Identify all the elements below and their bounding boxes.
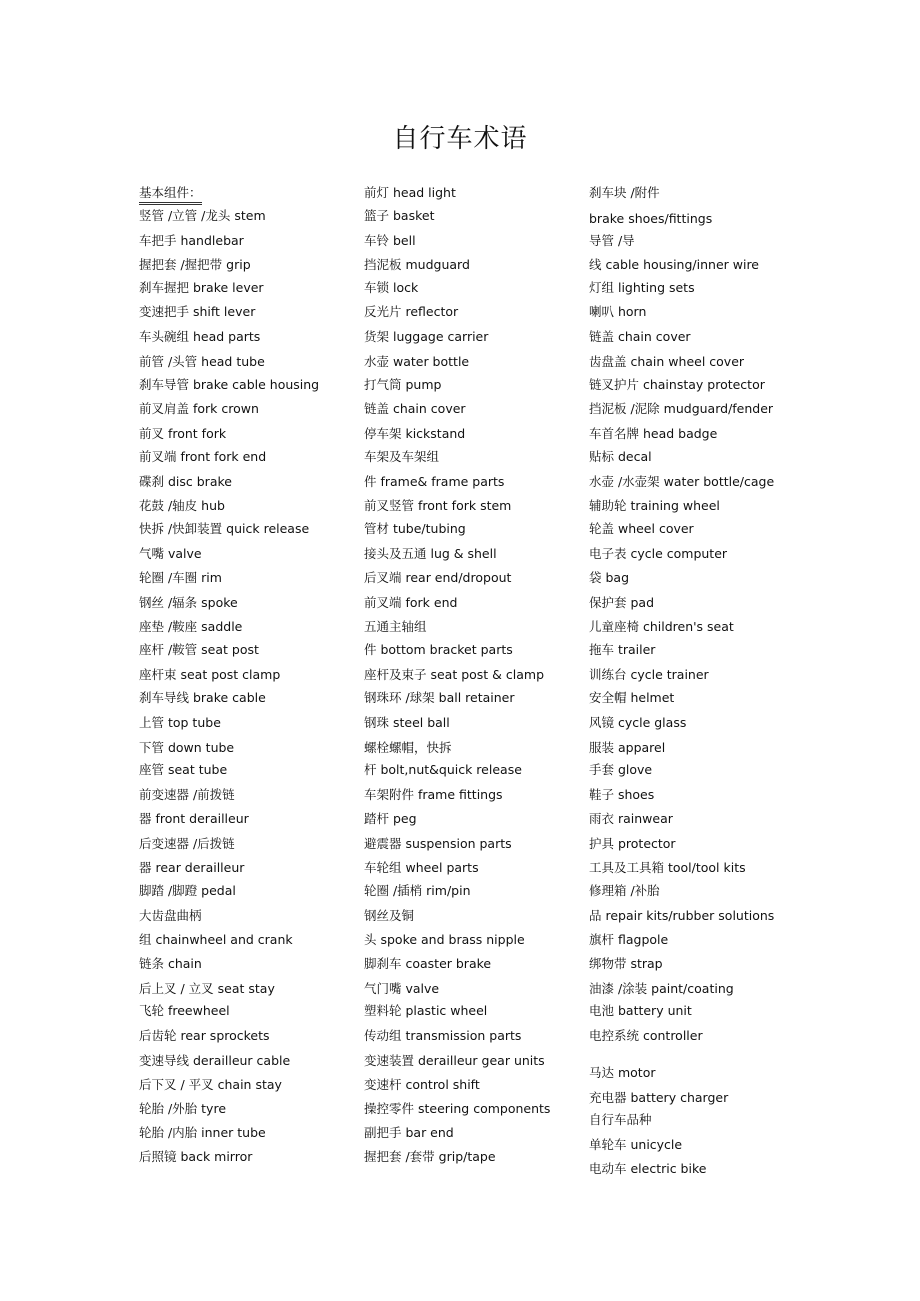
term-line: 刹车导管 brake cable housing	[139, 377, 320, 392]
term-line: 钢丝及铜	[364, 908, 415, 923]
term-line: 前叉竖管 front fork stem	[364, 498, 512, 513]
term-line: 组 chainwheel and crank	[139, 932, 293, 947]
term-line: 线 cable housing/inner wire	[589, 257, 759, 272]
term-line: 脚踏 /脚蹬 pedal	[139, 883, 236, 898]
term-line: 绑物带 strap	[589, 956, 663, 971]
term-line: 贴标 decal	[589, 449, 652, 464]
term-line: 车架及车架组	[364, 449, 440, 464]
term-line: 花鼓 /轴皮 hub	[139, 498, 225, 513]
term-line: 货架 luggage carrier	[364, 329, 489, 344]
term-line: 马达 motor	[589, 1065, 656, 1080]
term-line: 链盖 chain cover	[589, 329, 691, 344]
term-line: 钢珠环 /球架 ball retainer	[364, 690, 515, 705]
term-line: 后叉端 rear end/dropout	[364, 570, 512, 585]
term-line: 座杆 /鞍管 seat post	[139, 642, 259, 657]
term-line: 前灯 head light	[364, 185, 456, 200]
term-line: 篮子 basket	[364, 208, 435, 223]
term-line: 螺栓螺帽，快拆	[364, 740, 452, 755]
term-line: 齿盘盖 chain wheel cover	[589, 354, 745, 369]
term-line: 喇叭 horn	[589, 304, 647, 319]
term-line: 踏杆 peg	[364, 811, 417, 826]
term-line: 保护套 pad	[589, 595, 655, 610]
term-line: 拖车 trailer	[589, 642, 656, 657]
term-line: 电动车 electric bike	[589, 1161, 707, 1176]
term-line: 竖管 /立管 /龙头 stem	[139, 208, 266, 223]
term-line: 导管 /导	[589, 233, 635, 248]
term-line: 刹车导线 brake cable	[139, 690, 266, 705]
term-line: 座杆束 seat post clamp	[139, 667, 281, 682]
term-line: 链盖 chain cover	[364, 401, 466, 416]
term-line: 旗杆 flagpole	[589, 932, 669, 947]
term-line: 鞋子 shoes	[589, 787, 655, 802]
term-line: 轮胎 /外胎 tyre	[139, 1101, 227, 1116]
term-line: 反光片 reflector	[364, 304, 459, 319]
term-line: 轮圈 /插梢 rim/pin	[364, 883, 471, 898]
term-line: 安全帽 helmet	[589, 690, 675, 705]
term-line: 训练台 cycle trainer	[589, 667, 709, 682]
term-line: 修理箱 /补胎	[589, 883, 660, 898]
term-line: 刹车块 /附件	[589, 185, 660, 200]
term-line: 座垫 /鞍座 saddle	[139, 619, 243, 634]
term-line: 链叉护片 chainstay protector	[589, 377, 765, 392]
term-line: 充电器 battery charger	[589, 1090, 729, 1105]
term-line: 接头及五通 lug & shell	[364, 546, 497, 561]
term-line: 变速把手 shift lever	[139, 304, 256, 319]
term-line: 钢珠 steel ball	[364, 715, 450, 730]
term-line: 袋 bag	[589, 570, 630, 585]
term-line: 前叉肩盖 fork crown	[139, 401, 259, 416]
term-line: 挡泥板 /泥除 mudguard/fender	[589, 401, 774, 416]
term-line: 后齿轮 rear sprockets	[139, 1028, 270, 1043]
term-line: 雨衣 rainwear	[589, 811, 673, 826]
term-line: 后变速器 /后拨链	[139, 836, 235, 851]
term-line: 杆 bolt,nut&quick release	[364, 762, 522, 777]
term-line: 后照镜 back mirror	[139, 1149, 253, 1164]
term-line: 件 frame& frame parts	[364, 474, 505, 489]
term-line: 握把套 /握把带 grip	[139, 257, 251, 272]
term-line: 刹车握把 brake lever	[139, 280, 264, 295]
term-line: 后下叉 / 平叉 chain stay	[139, 1077, 282, 1092]
term-line: 停车架 kickstand	[364, 426, 466, 441]
term-line: 自行车品种	[589, 1112, 652, 1127]
term-line: 碟刹 disc brake	[139, 474, 232, 489]
page-title: 自行车术语	[392, 124, 528, 154]
term-line: 副把手 bar end	[364, 1125, 454, 1140]
term-line: 车轮组 wheel parts	[364, 860, 479, 875]
term-line: 灯组 lighting sets	[589, 280, 695, 295]
term-line: 五通主轴组	[364, 619, 427, 634]
term-line: 水壶 /水壶架 water bottle/cage	[589, 474, 775, 489]
term-line: 前变速器 /前拨链	[139, 787, 235, 802]
term-line: 座管 seat tube	[139, 762, 228, 777]
term-line: 脚刹车 coaster brake	[364, 956, 492, 971]
term-line: 服装 apparel	[589, 740, 666, 755]
term-line: brake shoes/fittings	[589, 211, 713, 226]
term-line: 链条 chain	[139, 956, 202, 971]
term-line: 器 rear derailleur	[139, 860, 245, 875]
term-line: 气门嘴 valve	[364, 981, 440, 996]
term-line: 下管 down tube	[139, 740, 235, 755]
term-line: 管材 tube/tubing	[364, 521, 466, 536]
term-line: 避震器 suspension parts	[364, 836, 512, 851]
term-line: 单轮车 unicycle	[589, 1137, 683, 1152]
term-line: 前叉端 fork end	[364, 595, 458, 610]
term-line: 快拆 /快卸装置 quick release	[139, 521, 310, 536]
term-line: 轮圈 /车圈 rim	[139, 570, 222, 585]
term-line: 风镜 cycle glass	[589, 715, 687, 730]
term-line: 车首名牌 head badge	[589, 426, 718, 441]
term-line: 变速导线 derailleur cable	[139, 1053, 291, 1068]
section-heading: 基本组件：	[139, 185, 202, 205]
term-line: 飞轮 freewheel	[139, 1003, 230, 1018]
term-line: 器 front derailleur	[139, 811, 249, 826]
term-line: 塑料轮 plastic wheel	[364, 1003, 488, 1018]
term-line: 握把套 /套带 grip/tape	[364, 1149, 496, 1164]
term-line: 品 repair kits/rubber solutions	[589, 908, 775, 923]
term-line: 车铃 bell	[364, 233, 416, 248]
term-line: 水壶 water bottle	[364, 354, 470, 369]
term-line: 辅助轮 training wheel	[589, 498, 720, 513]
term-line: 电控系统 controller	[589, 1028, 703, 1043]
term-line: 轮盖 wheel cover	[589, 521, 694, 536]
term-line: 打气筒 pump	[364, 377, 442, 392]
term-line: 座杆及束子 seat post & clamp	[364, 667, 545, 682]
term-line: 后上叉 / 立叉 seat stay	[139, 981, 275, 996]
term-line: 钢丝 /辐条 spoke	[139, 595, 238, 610]
term-line: 前叉端 front fork end	[139, 449, 267, 464]
term-line: 儿童座椅 children's seat	[589, 619, 734, 634]
term-line: 前管 /头管 head tube	[139, 354, 265, 369]
term-line: 手套 glove	[589, 762, 653, 777]
term-line: 电子表 cycle computer	[589, 546, 728, 561]
term-line: 传动组 transmission parts	[364, 1028, 522, 1043]
term-line: 油漆 /涂装 paint/coating	[589, 981, 734, 996]
term-line: 气嘴 valve	[139, 546, 202, 561]
term-line: 操控零件 steering components	[364, 1101, 551, 1116]
term-line: 车架附件 frame fittings	[364, 787, 503, 802]
term-line: 电池 battery unit	[589, 1003, 692, 1018]
term-line: 变速杆 control shift	[364, 1077, 480, 1092]
term-line: 变速装置 derailleur gear units	[364, 1053, 545, 1068]
term-line: 车头碗组 head parts	[139, 329, 261, 344]
term-line: 工具及工具箱 tool/tool kits	[589, 860, 746, 875]
term-line: 前叉 front fork	[139, 426, 227, 441]
term-line: 车把手 handlebar	[139, 233, 244, 248]
term-line: 轮胎 /内胎 inner tube	[139, 1125, 266, 1140]
term-line: 车锁 lock	[364, 280, 419, 295]
term-line: 上管 top tube	[139, 715, 221, 730]
term-line: 大齿盘曲柄	[139, 908, 202, 923]
term-line: 挡泥板 mudguard	[364, 257, 470, 272]
term-line: 件 bottom bracket parts	[364, 642, 513, 657]
term-line: 头 spoke and brass nipple	[364, 932, 525, 947]
term-line: 护具 protector	[589, 836, 676, 851]
